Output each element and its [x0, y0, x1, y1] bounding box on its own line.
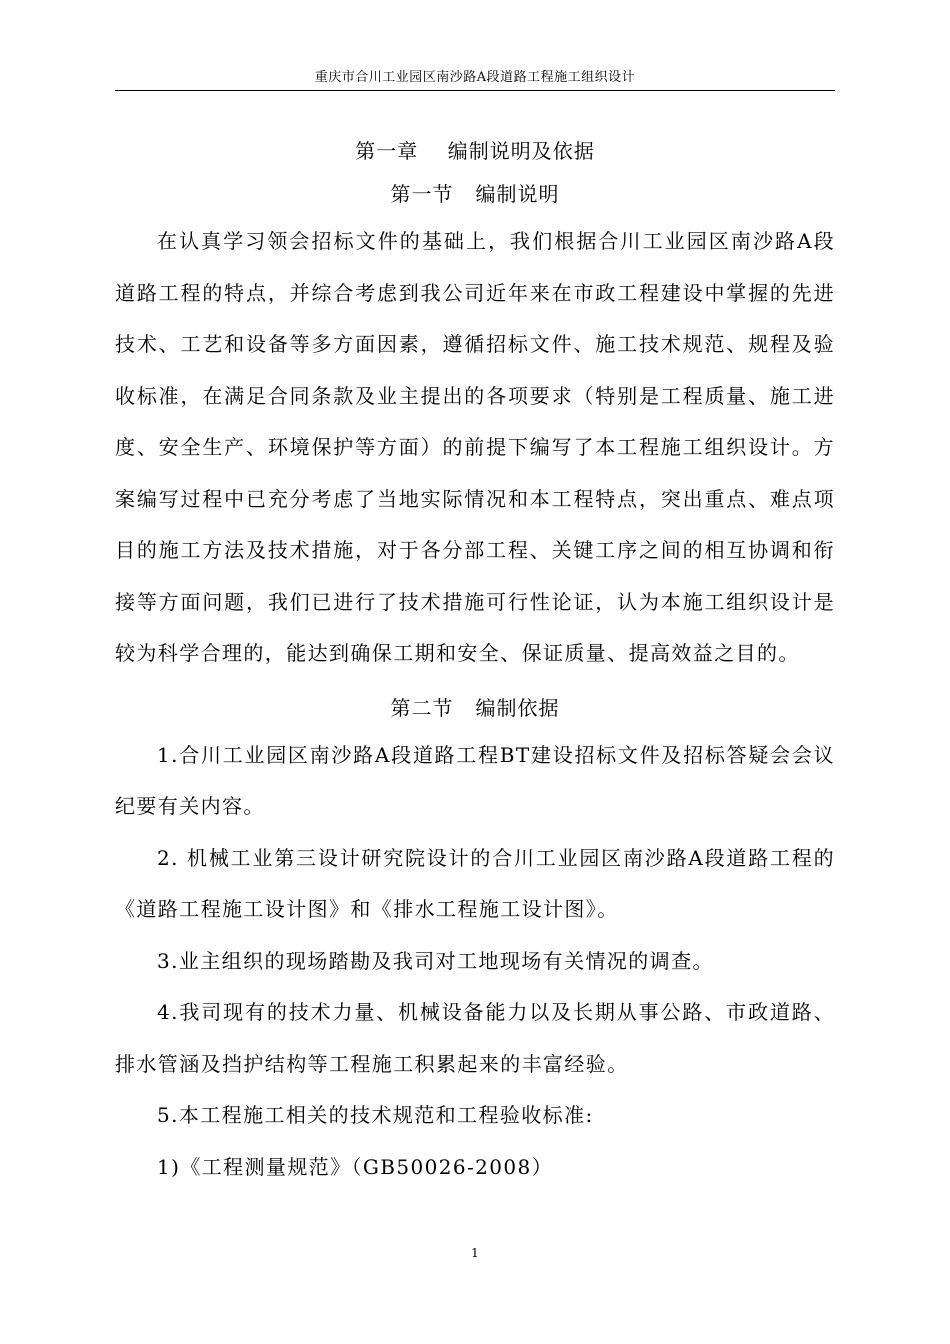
basis-item-1: 1.合川工业园区南沙路A段道路工程BT建设招标文件及招标答疑会会议纪要有关内容。 — [115, 742, 835, 818]
basis-item-2: 2. 机械工业第三设计研究院设计的合川工业园区南沙路A段道路工程的《道路工程施工设计图》和《排水工程施工设计图》。 — [115, 845, 835, 921]
page-body — [115, 130, 835, 1193]
page-number: 1 — [471, 1246, 479, 1260]
running-header: 重庆市合川工业园区南沙路A段道路工程施工组织设计 — [314, 70, 636, 85]
basis-item-3: 3.业主组织的现场踏勘及我司对工地现场有关情况的调查。 — [157, 948, 714, 973]
section-title-1: 第一节 编制说明 — [390, 182, 560, 206]
chapter-title: 第一章 编制说明及依据 — [355, 139, 595, 163]
basis-item-5: 5.本工程施工相关的技术规范和工程验收标准: — [157, 1103, 594, 1127]
section1-paragraph: 在认真学习领会招标文件的基础上，我们根据合川工业园区南沙路A段道路工程的特点，并综合考虑到我公司近年来在市政工程建设中掌握的先进技术、工艺和设备等多方面因素，遵循招标文件、施工技术规范、规程及验收标准，在满足合同条款及业主提出的各项要求（特别是工程质量、施工进度、安全生产、环境保护等方面）的前提下编写了本工程施工组织设计。方案编写过程中已充分考虑了当地实际情况和本工程特点，突出重点、难点项目的施工方法及技术措施，对于各分部工程、关键工序之间的相互协调和衔接等方面问题，我们已进行了技术措施可行性论证，认为本施工组织设计是较为科学合理的，能达到确保工期和安全、保证质量、提高效益之目的。 — [115, 229, 835, 665]
header-rule — [115, 90, 835, 91]
basis-subitem-1: 1)《工程测量规范》（GB50026-2008） — [157, 1154, 554, 1179]
basis-item-4: 4.我司现有的技术力量、机械设备能力以及长期从事公路、市政道路、排水管涵及挡护结构等工程施工积累起来的丰富经验。 — [115, 1000, 835, 1076]
section-title-2: 第二节 编制依据 — [390, 695, 560, 720]
